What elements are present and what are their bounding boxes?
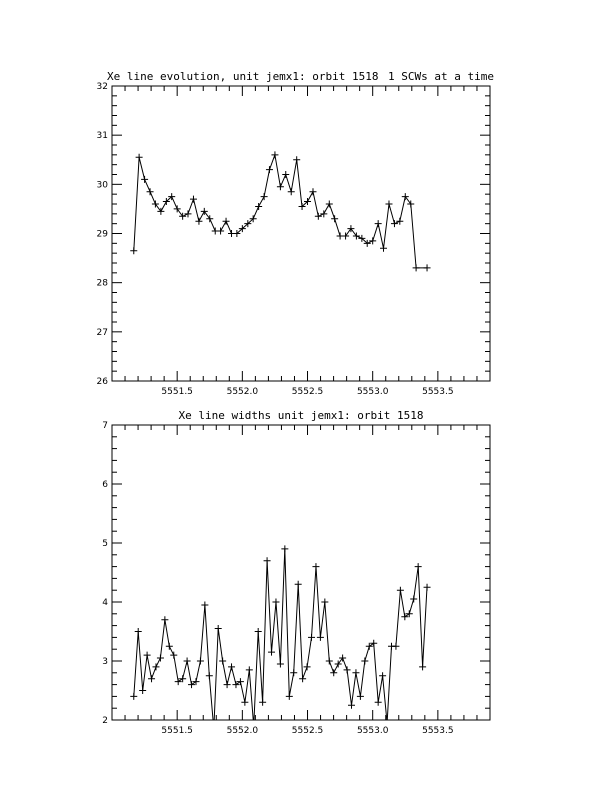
y-tick-label: 32 — [96, 82, 108, 92]
data-point-marker — [241, 699, 248, 706]
y-tick-label: 4 — [102, 598, 108, 608]
data-point-marker — [201, 601, 208, 608]
data-point-marker — [379, 672, 386, 679]
series-markers — [130, 151, 430, 271]
data-point-marker — [217, 228, 224, 235]
data-point-marker — [326, 201, 333, 208]
data-point-marker — [147, 188, 154, 195]
data-point-marker — [136, 154, 143, 161]
data-point-marker — [347, 225, 354, 232]
data-point-marker — [277, 183, 284, 190]
data-point-marker — [184, 658, 191, 665]
data-point-marker — [380, 245, 387, 252]
data-point-marker — [130, 247, 137, 254]
data-point-marker — [299, 675, 306, 682]
data-point-marker — [342, 232, 349, 239]
data-point-marker — [190, 196, 197, 203]
chart-title-right: 1 SCWs at a time — [388, 70, 494, 83]
x-tick-label: 5552.5 — [291, 387, 324, 397]
data-point-marker — [361, 658, 368, 665]
y-tick-label: 3 — [102, 657, 108, 667]
y-tick-label: 5 — [102, 539, 108, 549]
data-point-marker — [161, 616, 168, 623]
data-point-marker — [308, 634, 315, 641]
data-point-marker — [152, 201, 159, 208]
data-point-marker — [130, 693, 137, 700]
data-point-marker — [272, 599, 279, 606]
data-point-marker — [348, 702, 355, 709]
data-point-marker — [312, 563, 319, 570]
x-tick-label: 5553.5 — [422, 726, 454, 736]
data-point-marker — [210, 725, 217, 732]
data-point-marker — [266, 166, 273, 173]
data-point-marker — [290, 669, 297, 676]
data-point-marker — [157, 655, 164, 662]
data-point-marker — [288, 188, 295, 195]
data-point-marker — [326, 658, 333, 665]
data-point-marker — [148, 675, 155, 682]
data-point-marker — [407, 201, 414, 208]
data-point-marker — [144, 652, 151, 659]
data-point-marker — [157, 208, 164, 215]
data-point-marker — [415, 563, 422, 570]
data-point-marker — [271, 151, 278, 158]
y-tick-label: 6 — [102, 480, 108, 490]
chart-xe-line-evolution — [97, 70, 494, 397]
data-point-marker — [321, 599, 328, 606]
data-point-marker — [282, 171, 289, 178]
data-point-marker — [385, 201, 392, 208]
data-point-marker — [255, 203, 262, 210]
y-tick-label: 7 — [102, 421, 108, 431]
y-tick-label: 27 — [96, 327, 108, 338]
plot-frame — [112, 86, 490, 381]
chart-xe-line-widths — [102, 409, 490, 736]
data-point-marker — [215, 625, 222, 632]
data-point-marker — [170, 652, 177, 659]
data-point-marker — [255, 628, 262, 635]
x-tick-label: 5551.5 — [161, 726, 193, 736]
data-point-marker — [357, 693, 364, 700]
data-point-marker — [206, 672, 213, 679]
chart-title: Xe line evolution, unit jemx1: orbit 1518 — [107, 70, 379, 83]
chart-title: Xe line widths unit jemx1: orbit 1518 — [178, 409, 424, 422]
data-point-marker — [397, 587, 404, 594]
data-point-marker — [195, 218, 202, 225]
x-tick-label: 5553.5 — [422, 387, 454, 397]
data-point-marker — [261, 193, 268, 200]
data-point-marker — [259, 699, 266, 706]
data-point-marker — [277, 660, 284, 667]
data-point-marker — [281, 545, 288, 552]
data-point-marker — [293, 156, 300, 163]
data-point-marker — [174, 205, 181, 212]
data-point-marker — [246, 666, 253, 673]
data-point-marker — [344, 666, 351, 673]
x-tick-label: 5552.0 — [226, 387, 259, 397]
data-point-marker — [419, 663, 426, 670]
data-point-marker — [295, 581, 302, 588]
data-point-marker — [330, 669, 337, 676]
data-point-marker — [375, 220, 382, 227]
data-point-marker — [166, 643, 173, 650]
data-point-marker — [410, 596, 417, 603]
y-tick-label: 2 — [102, 716, 108, 726]
data-point-marker — [352, 669, 359, 676]
data-point-marker — [424, 584, 431, 591]
y-tick-label: 29 — [96, 229, 108, 240]
data-point-marker — [206, 215, 213, 222]
x-tick-label: 5553.0 — [356, 726, 389, 736]
x-tick-label: 5552.0 — [226, 726, 259, 736]
data-point-marker — [264, 557, 271, 564]
plot-frame — [112, 425, 490, 720]
data-point-marker — [135, 628, 142, 635]
data-point-marker — [424, 264, 431, 271]
data-point-marker — [228, 663, 235, 670]
y-tick-label: 31 — [96, 131, 108, 142]
x-tick-label: 5552.5 — [291, 726, 324, 736]
data-point-marker — [152, 663, 159, 670]
data-point-marker — [224, 681, 231, 688]
data-point-marker — [309, 188, 316, 195]
series-line — [134, 549, 427, 729]
data-point-marker — [141, 176, 148, 183]
data-point-marker — [392, 643, 399, 650]
data-point-marker — [139, 687, 146, 694]
data-point-marker — [219, 658, 226, 665]
y-tick-label: 26 — [96, 377, 108, 387]
data-point-marker — [375, 699, 382, 706]
x-tick-label: 5551.5 — [161, 387, 193, 397]
x-tick-label: 5553.0 — [356, 387, 389, 397]
data-point-marker — [223, 218, 230, 225]
data-point-marker — [268, 649, 275, 656]
y-tick-label: 28 — [96, 278, 108, 289]
y-tick-label: 30 — [96, 180, 108, 191]
data-point-marker — [331, 215, 338, 222]
data-point-marker — [286, 693, 293, 700]
data-point-marker — [413, 264, 420, 271]
data-point-marker — [304, 663, 311, 670]
data-point-marker — [317, 634, 324, 641]
data-point-marker — [197, 658, 204, 665]
